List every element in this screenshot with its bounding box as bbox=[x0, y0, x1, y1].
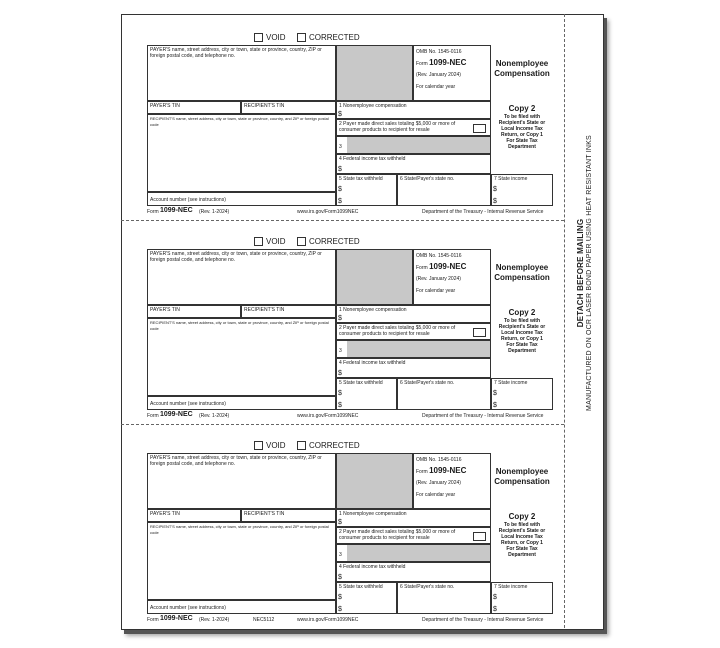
void-corrected-row bbox=[147, 441, 553, 451]
copy-line-6: Department bbox=[508, 348, 536, 354]
footer-rev: (Rev. 1-2024) bbox=[199, 617, 230, 623]
payer-tin-box[interactable] bbox=[147, 305, 241, 318]
recipient-tin-box[interactable] bbox=[241, 305, 336, 318]
box4-label: 4 Federal income tax withheld bbox=[339, 564, 406, 570]
recipient-name-box[interactable] bbox=[147, 318, 336, 396]
corrected-checkbox[interactable] bbox=[297, 33, 306, 42]
horizontal-perforation-2 bbox=[121, 424, 564, 425]
corrected-checkbox[interactable] bbox=[297, 441, 306, 450]
shaded-box bbox=[336, 249, 413, 305]
recipient-tin-label: RECIPIENT'S TIN bbox=[244, 103, 285, 109]
rev-date: (Rev. January 2024) bbox=[416, 480, 461, 486]
payer-name-label: PAYER'S name, street address, city or town, state or province, country, ZIP or foreign postal code, and telephone no. bbox=[150, 47, 322, 59]
payer-tin-box[interactable] bbox=[147, 509, 241, 522]
box3 bbox=[336, 136, 491, 154]
footer-url: www.irs.gov/Form1099NEC bbox=[297, 413, 359, 419]
box1-dollar: $ bbox=[338, 111, 342, 118]
box5-dollar-2: $ bbox=[338, 606, 342, 613]
box6[interactable] bbox=[397, 582, 491, 614]
shaded-box bbox=[336, 45, 413, 101]
footer-form-name: 1099-NEC bbox=[160, 411, 193, 418]
footer-dept: Department of the Treasury - Internal Revenue Service bbox=[422, 413, 544, 419]
copy-line-1: To be filed with bbox=[503, 114, 540, 120]
footer-url: www.irs.gov/Form1099NEC bbox=[297, 617, 359, 623]
omb-box bbox=[413, 249, 491, 305]
box5-dollar-2: $ bbox=[338, 402, 342, 409]
payer-name-label: PAYER'S name, street address, city or town, state or province, country, ZIP or foreign postal code, and telephone no. bbox=[150, 455, 322, 467]
copy-line-5: For State Tax bbox=[506, 342, 538, 348]
box5-dollar-1: $ bbox=[338, 186, 342, 193]
rev-date: (Rev. January 2024) bbox=[416, 72, 461, 78]
box6-label: 6 State/Payer's state no. bbox=[400, 584, 455, 590]
copy-title: Copy 2 bbox=[508, 512, 536, 521]
form-name: 1099-NEC bbox=[429, 466, 467, 475]
box7-label: 7 State income bbox=[494, 584, 528, 590]
form-title bbox=[491, 59, 553, 79]
copy-line-5: For State Tax bbox=[506, 546, 538, 552]
box6[interactable] bbox=[397, 378, 491, 410]
account-number-label: Account number (see instructions) bbox=[150, 401, 226, 407]
title-line-1: Nonemployee bbox=[495, 59, 549, 68]
box1[interactable] bbox=[336, 305, 491, 323]
payer-name-label: PAYER'S name, street address, city or town, state or province, country, ZIP or foreign postal code, and telephone no. bbox=[150, 251, 322, 263]
box6[interactable] bbox=[397, 174, 491, 206]
account-number-box[interactable] bbox=[147, 396, 336, 410]
title-line-1: Nonemployee bbox=[495, 263, 549, 272]
omb-number: OMB No. 1545-0116 bbox=[416, 457, 462, 463]
box7[interactable] bbox=[491, 378, 553, 410]
box1-dollar: $ bbox=[338, 315, 342, 322]
footer-url: www.irs.gov/Form1099NEC bbox=[297, 209, 359, 215]
payer-name-box[interactable] bbox=[147, 249, 336, 305]
box4[interactable] bbox=[336, 358, 491, 378]
form-footer bbox=[147, 616, 553, 626]
box3-label: 3 bbox=[339, 552, 342, 558]
calendar-year-label: For calendar year bbox=[416, 492, 456, 498]
box7-dollar-1: $ bbox=[493, 594, 497, 601]
box2-label: 2 Payer made direct sales totaling $5,000 or more of consumer products to recipient for resale bbox=[339, 529, 456, 541]
void-checkbox[interactable] bbox=[254, 33, 263, 42]
box7[interactable] bbox=[491, 174, 553, 206]
footer-rev: (Rev. 1-2024) bbox=[199, 413, 230, 419]
box7-label: 7 State income bbox=[494, 176, 528, 182]
box7-dollar-1: $ bbox=[493, 390, 497, 397]
payer-tin-label: PAYER'S TIN bbox=[150, 103, 180, 109]
recipient-name-box[interactable] bbox=[147, 114, 336, 192]
copy-line-3: Local Income Tax bbox=[501, 330, 543, 336]
form-grid bbox=[147, 249, 553, 410]
box7-dollar-2: $ bbox=[493, 198, 497, 205]
copy-line-2: Recipient's State or bbox=[498, 528, 546, 534]
box5[interactable] bbox=[336, 378, 397, 410]
box7-dollar-2: $ bbox=[493, 606, 497, 613]
title-line-2: Compensation bbox=[494, 273, 550, 282]
recipient-tin-label: RECIPIENT'S TIN bbox=[244, 511, 285, 517]
box1[interactable] bbox=[336, 101, 491, 119]
title-line-2: Compensation bbox=[494, 477, 550, 486]
copy-line-6: Department bbox=[508, 144, 536, 150]
omb-number: OMB No. 1545-0116 bbox=[416, 253, 462, 259]
payer-tin-label: PAYER'S TIN bbox=[150, 307, 180, 313]
box2-checkbox[interactable] bbox=[473, 532, 486, 541]
form-prefix: Form bbox=[416, 61, 428, 67]
corrected-checkbox[interactable] bbox=[297, 237, 306, 246]
omb-box bbox=[413, 453, 491, 509]
box1-dollar: $ bbox=[338, 519, 342, 526]
manufactured-text: MANUFACTURED ON OCR LASER BOND PAPER USING HEAT RESISTANT INKS bbox=[586, 135, 593, 411]
footer-dept: Department of the Treasury - Internal Revenue Service bbox=[422, 617, 544, 623]
box2[interactable] bbox=[336, 119, 491, 136]
box5-dollar-1: $ bbox=[338, 594, 342, 601]
void-label: VOID bbox=[266, 441, 286, 450]
footer-code: NEC5112 bbox=[253, 617, 275, 623]
box1[interactable] bbox=[336, 509, 491, 527]
box7-dollar-2: $ bbox=[493, 402, 497, 409]
form-title bbox=[491, 467, 553, 487]
copy-line-1: To be filed with bbox=[503, 318, 540, 324]
box7-dollar-1: $ bbox=[493, 186, 497, 193]
title-line-1: Nonemployee bbox=[495, 467, 549, 476]
copy-line-2: Recipient's State or bbox=[498, 324, 546, 330]
void-corrected-row bbox=[147, 237, 553, 247]
copy-line-6: Department bbox=[508, 552, 536, 558]
calendar-year-label: For calendar year bbox=[416, 84, 456, 90]
recipient-name-label: RECIPIENT'S name, street address, city or town, state or province, country, and ZIP or foreign postal code bbox=[150, 116, 329, 127]
box3 bbox=[336, 544, 491, 562]
copy-line-4: Return, or Copy 1 bbox=[501, 132, 543, 138]
account-number-box[interactable] bbox=[147, 192, 336, 206]
footer-rev: (Rev. 1-2024) bbox=[199, 209, 230, 215]
box5-dollar-2: $ bbox=[338, 198, 342, 205]
payer-tin-box[interactable] bbox=[147, 101, 241, 114]
account-number-label: Account number (see instructions) bbox=[150, 197, 226, 203]
box2-label: 2 Payer made direct sales totaling $5,000 or more of consumer products to recipient for resale bbox=[339, 325, 456, 337]
box3 bbox=[336, 340, 491, 358]
box5-label: 5 State tax withheld bbox=[339, 584, 383, 590]
footer-form-prefix: Form bbox=[147, 413, 159, 419]
void-corrected-row bbox=[147, 33, 553, 43]
form-grid bbox=[147, 453, 553, 614]
form-prefix: Form bbox=[416, 265, 428, 271]
footer-dept: Department of the Treasury - Internal Revenue Service bbox=[422, 209, 544, 215]
box7-label: 7 State income bbox=[494, 380, 528, 386]
box6-label: 6 State/Payer's state no. bbox=[400, 176, 455, 182]
footer-form-name: 1099-NEC bbox=[160, 207, 193, 214]
form-name: 1099-NEC bbox=[429, 262, 467, 271]
box5[interactable] bbox=[336, 174, 397, 206]
box4-dollar: $ bbox=[338, 166, 342, 173]
omb-number: OMB No. 1545-0116 bbox=[416, 49, 462, 55]
payer-name-box[interactable] bbox=[147, 453, 336, 509]
copy-block bbox=[491, 512, 553, 558]
payer-tin-label: PAYER'S TIN bbox=[150, 511, 180, 517]
form-prefix: Form bbox=[416, 469, 428, 475]
box4-dollar: $ bbox=[338, 574, 342, 581]
void-checkbox[interactable] bbox=[254, 441, 263, 450]
form-title bbox=[491, 263, 553, 283]
copy-block bbox=[491, 308, 553, 354]
box2-checkbox[interactable] bbox=[473, 328, 486, 337]
box4-label: 4 Federal income tax withheld bbox=[339, 360, 406, 366]
form-name: 1099-NEC bbox=[429, 58, 467, 67]
rev-date: (Rev. January 2024) bbox=[416, 276, 461, 282]
copy-line-4: Return, or Copy 1 bbox=[501, 336, 543, 342]
box5-label: 5 State tax withheld bbox=[339, 380, 383, 386]
form-grid bbox=[147, 45, 553, 206]
vertical-perforation bbox=[564, 14, 565, 628]
copy-line-5: For State Tax bbox=[506, 138, 538, 144]
copy-block bbox=[491, 104, 553, 150]
box5-dollar-1: $ bbox=[338, 390, 342, 397]
form-footer bbox=[147, 412, 553, 422]
recipient-name-label: RECIPIENT'S name, street address, city or town, state or province, country, and ZIP or foreign postal code bbox=[150, 320, 329, 331]
footer-form-name: 1099-NEC bbox=[160, 615, 193, 622]
box4[interactable] bbox=[336, 562, 491, 582]
box3-label: 3 bbox=[339, 144, 342, 150]
corrected-label: CORRECTED bbox=[309, 237, 360, 246]
form-footer bbox=[147, 208, 553, 218]
footer-form-prefix: Form bbox=[147, 209, 159, 215]
copy-line-3: Local Income Tax bbox=[501, 126, 543, 132]
omb-box bbox=[413, 45, 491, 101]
account-number-label: Account number (see instructions) bbox=[150, 605, 226, 611]
void-checkbox[interactable] bbox=[254, 237, 263, 246]
box4-label: 4 Federal income tax withheld bbox=[339, 156, 406, 162]
copy-line-2: Recipient's State or bbox=[498, 120, 546, 126]
box5[interactable] bbox=[336, 582, 397, 614]
copy-title: Copy 2 bbox=[508, 104, 536, 113]
title-line-2: Compensation bbox=[494, 69, 550, 78]
recipient-name-box[interactable] bbox=[147, 522, 336, 600]
horizontal-perforation-1 bbox=[121, 220, 564, 221]
box1-label: 1 Nonemployee compensation bbox=[339, 103, 407, 109]
recipient-name-label: RECIPIENT'S name, street address, city or town, state or province, country, and ZIP or foreign postal code bbox=[150, 524, 329, 535]
box3-label: 3 bbox=[339, 348, 342, 354]
box2-checkbox[interactable] bbox=[473, 124, 486, 133]
footer-form-prefix: Form bbox=[147, 617, 159, 623]
corrected-label: CORRECTED bbox=[309, 33, 360, 42]
corrected-label: CORRECTED bbox=[309, 441, 360, 450]
box7[interactable] bbox=[491, 582, 553, 614]
calendar-year-label: For calendar year bbox=[416, 288, 456, 294]
box2[interactable] bbox=[336, 527, 491, 544]
account-number-box[interactable] bbox=[147, 600, 336, 614]
box2-label: 2 Payer made direct sales totaling $5,000 or more of consumer products to recipient for resale bbox=[339, 121, 456, 133]
copy-line-1: To be filed with bbox=[503, 522, 540, 528]
box1-label: 1 Nonemployee compensation bbox=[339, 307, 407, 313]
box4[interactable] bbox=[336, 154, 491, 174]
void-label: VOID bbox=[266, 33, 286, 42]
copy-line-4: Return, or Copy 1 bbox=[501, 540, 543, 546]
copy-line-3: Local Income Tax bbox=[501, 534, 543, 540]
box1-label: 1 Nonemployee compensation bbox=[339, 511, 407, 517]
recipient-tin-label: RECIPIENT'S TIN bbox=[244, 307, 285, 313]
copy-title: Copy 2 bbox=[508, 308, 536, 317]
detach-text: DETACH BEFORE MAILING bbox=[576, 218, 585, 328]
void-label: VOID bbox=[266, 237, 286, 246]
shaded-box bbox=[336, 453, 413, 509]
box6-label: 6 State/Payer's state no. bbox=[400, 380, 455, 386]
payer-name-box[interactable] bbox=[147, 45, 336, 101]
recipient-tin-box[interactable] bbox=[241, 509, 336, 522]
box4-dollar: $ bbox=[338, 370, 342, 377]
recipient-tin-box[interactable] bbox=[241, 101, 336, 114]
box5-label: 5 State tax withheld bbox=[339, 176, 383, 182]
side-margin-text bbox=[576, 43, 594, 503]
box2[interactable] bbox=[336, 323, 491, 340]
